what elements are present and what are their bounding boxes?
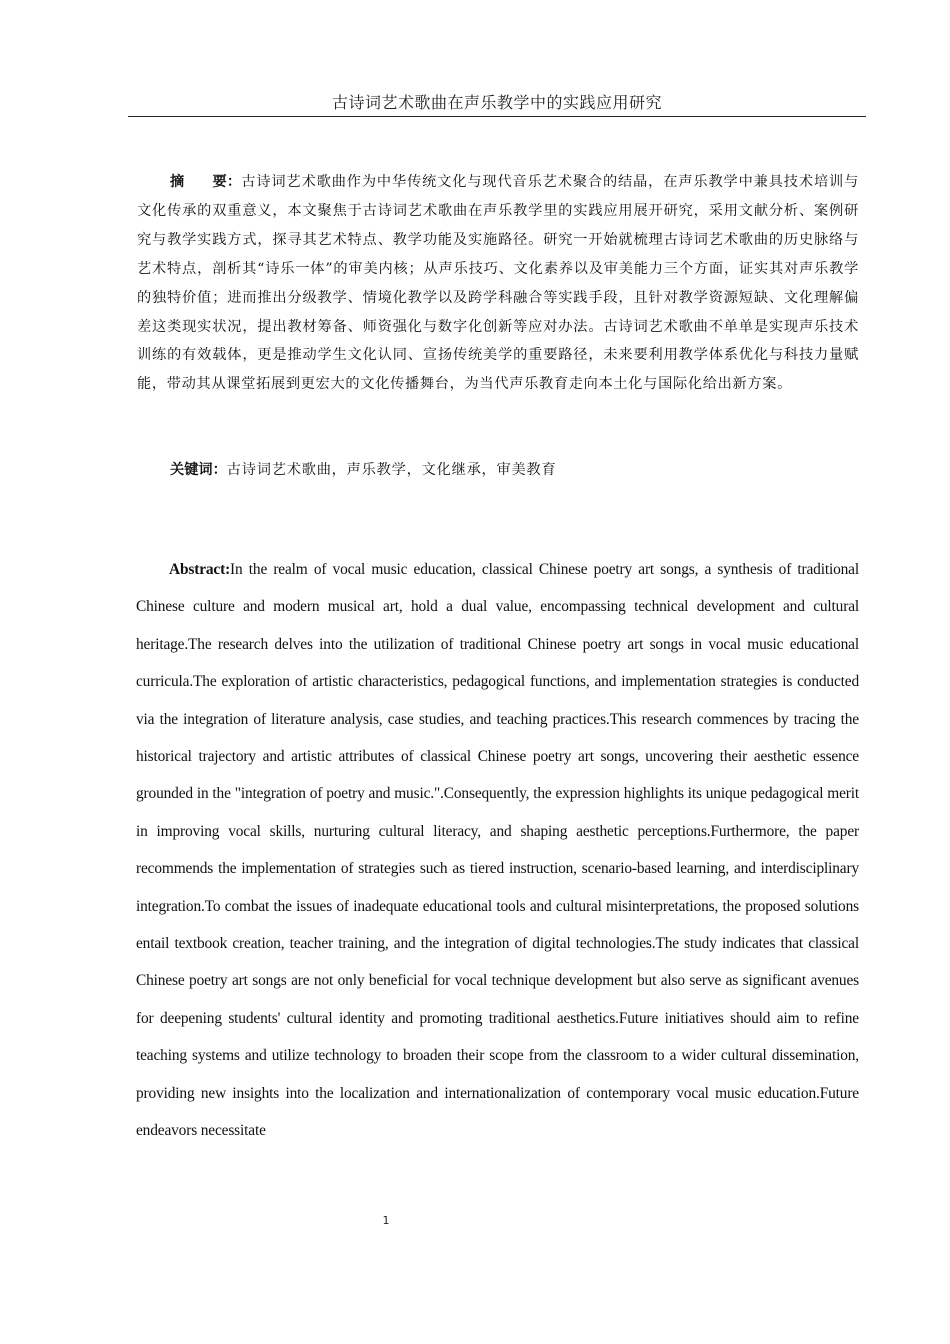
english-abstract [136, 551, 859, 1150]
english-abstract-label: Abstract: [169, 561, 231, 578]
header-title: 古诗词艺术歌曲在声乐教学中的实践应用研究 [331, 93, 662, 112]
running-header [128, 90, 866, 117]
english-abstract-text: In the realm of vocal music education, classical Chinese poetry art songs, a synthesis of traditional Chinese culture and modern musical art, hold a dual value, encompassing technical development and cultural heritage.The research delves into the utilization of traditional Chinese poetry art songs in vocal music educational curricula.The exploration of artistic characteristics, pedagogical functions, and implementation strategies is conducted via the integration of literature analysis, case studies, and teaching practices.This research commences by tracing the historical trajectory and artistic attributes of classical Chinese poetry art songs, uncovering their aesthetic essence grounded in the "integration of poetry and music.".Consequently, the expression highlights its unique pedagogical merit in improving vocal skills, nurturing cultural literacy, and shaping aesthetic perceptions.Furthermore, the paper recommends the implementation of strategies such as tiered instruction, scenario-based learning, and interdisciplinary integration.To combat the issues of inadequate educational tools and cultural misinterpretations, the proposed solutions entail textbook creation, teacher training, and the integration of digital technologies.The study indicates that classical Chinese poetry art songs are not only beneficial for vocal technique development but also serve as significant avenues for deepening students' cultural identity and promoting traditional aesthetics.Future initiatives should aim to refine teaching systems and utilize technology to broaden their scope from the classroom to a wider cultural dissemination, providing new insights into the localization and internationalization of contemporary vocal music education.Future endeavors necessitate [136, 561, 859, 1140]
chinese-abstract-text: 古诗词艺术歌曲作为中华传统文化与现代音乐艺术聚合的结晶，在声乐教学中兼具技术培训与文化传承的双重意义，本文聚焦于古诗词艺术歌曲在声乐教学里的实践应用展开研究，采用文献分析、案例研究与教学实践方式，探寻其艺术特点、教学功能及实施路径。研究一开始就梳理古诗词艺术歌曲的历史脉络与艺术特点，剖析其“诗乐一体”的审美内核；从声乐技巧、文化素养以及审美能力三个方面，证实其对声乐教学的独特价值；进而推出分级教学、情境化教学以及跨学科融合等实践手段，且针对教学资源短缺、文化理解偏差这类现实状况，提出教材筹备、师资强化与数字化创新等应对办法。古诗词艺术歌曲不单单是实现声乐技术训练的有效载体，更是推动学生文化认同、宣扬传统美学的重要路径，未来要利用教学体系优化与科技力量赋能，带动其从课堂拓展到更宏大的文化传播舞台，为当代声乐教育走向本土化与国际化给出新方案。 [137, 174, 859, 393]
keywords-label: 关键词： [170, 462, 227, 478]
chinese-abstract [137, 168, 859, 399]
label-char-1: 摘 [170, 174, 185, 190]
page-number: 1 [382, 1214, 390, 1227]
keywords-line [170, 456, 557, 484]
chinese-abstract-label [170, 174, 241, 190]
label-char-2: 要： [212, 174, 242, 190]
keywords-text: 古诗词艺术歌曲，声乐教学，文化继承，审美教育 [226, 462, 557, 478]
